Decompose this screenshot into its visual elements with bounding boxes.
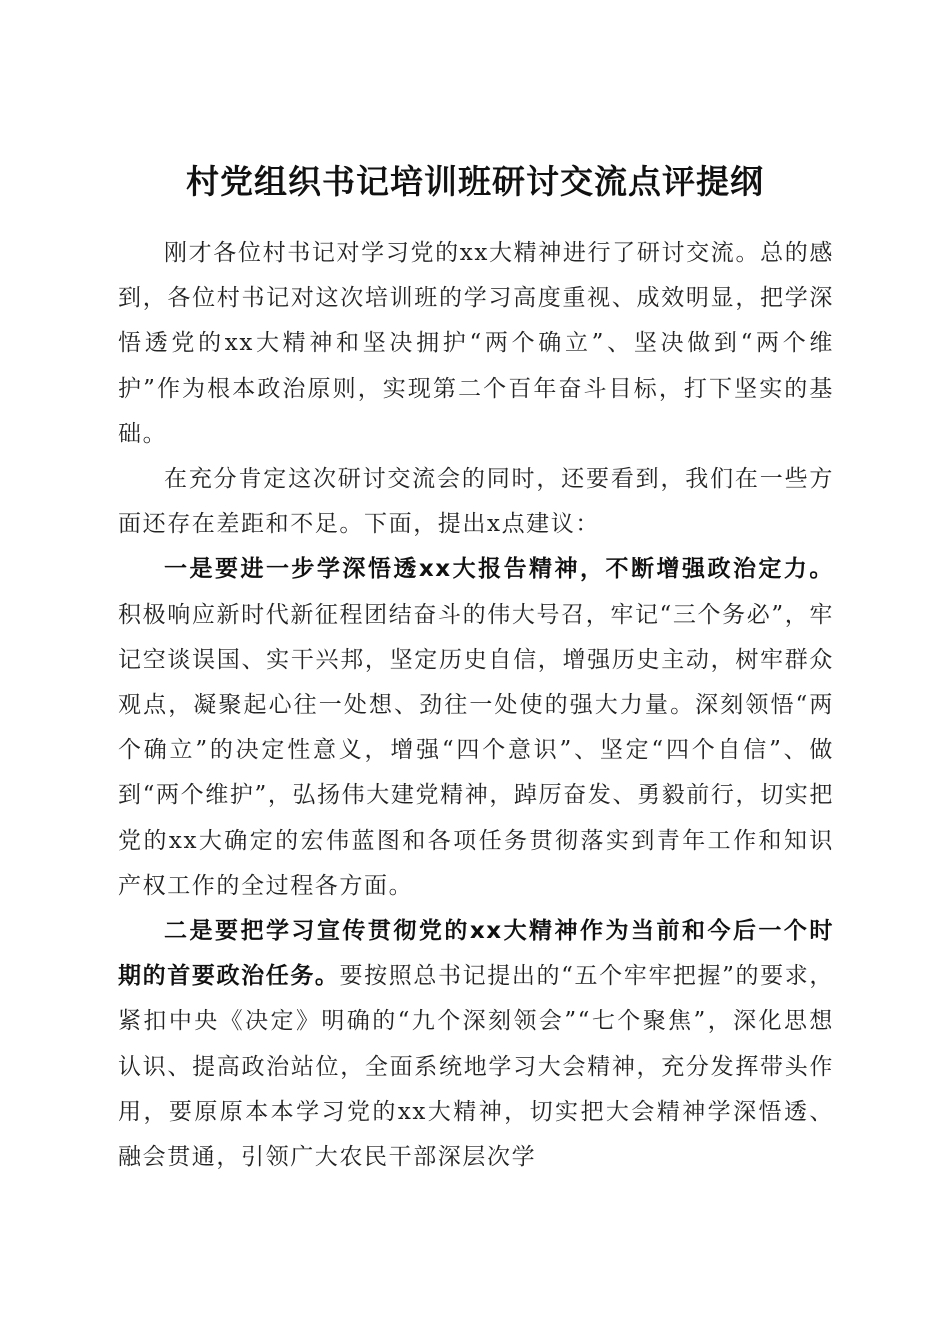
- document-title: 村党组织书记培训班研讨交流点评提纲: [186, 162, 764, 202]
- paragraph-point-two: [118, 909, 834, 1180]
- paragraph-text: 刚才各位村书记对学习党的xx大精神进行了研讨交流。总的感到，各位村书记对这次培训班的学习高度重视、成效明显，把学深悟透党的xx大精神和坚决拥护“两个确立”、坚决做到“两个维护”作为根本政治原则，实现第二个百年奋斗目标，打下坚实的基础。: [118, 240, 834, 447]
- paragraph-transition: [118, 457, 834, 547]
- paragraph-text: 积极响应新时代新征程团结奋斗的伟大号召，牢记“三个务必”，牢记空谈误国、实干兴邦，坚定历史自信，增强历史主动，树牢群众观点，凝聚起心往一处想、劲往一处使的强大力量。深刻领悟“两个确立”的决定性意义，增强“四个意识”、坚定“四个自信”、做到“两个维护”，弘扬伟大建党精神，踔厉奋发、勇毅前行，切实把党的xx大确定的宏伟蓝图和各项任务贯彻落实到青年工作和知识产权工作的全过程各方面。: [118, 601, 834, 899]
- paragraph-intro: [118, 231, 834, 457]
- paragraph-point-one: [118, 547, 834, 909]
- document-body: [118, 231, 834, 1180]
- paragraph-text: 要按照总书记提出的“五个牢牢把握”的要求，紧扣中央《决定》明确的“九个深刻领会”“七个聚焦”，深化思想认识、提高政治站位，全面系统地学习大会精神，充分发挥带头作用，要原原本本学习党的xx大精神，切实把大会精神学深悟透、融会贯通，引领广大农民干部深层次学: [118, 963, 834, 1171]
- paragraph-text: 在充分肯定这次研讨交流会的同时，还要看到，我们在一些方面还存在差距和不足。下面，提出x点建议：: [118, 466, 834, 538]
- paragraph-lead: 一是要进一步学深悟透xx大报告精神，不断增强政治定力。: [164, 556, 834, 583]
- paragraph-lead: 二是要把学习宣传贯彻党的xx大精神作为当前和今后一个时期的首要政治任务。: [118, 918, 834, 990]
